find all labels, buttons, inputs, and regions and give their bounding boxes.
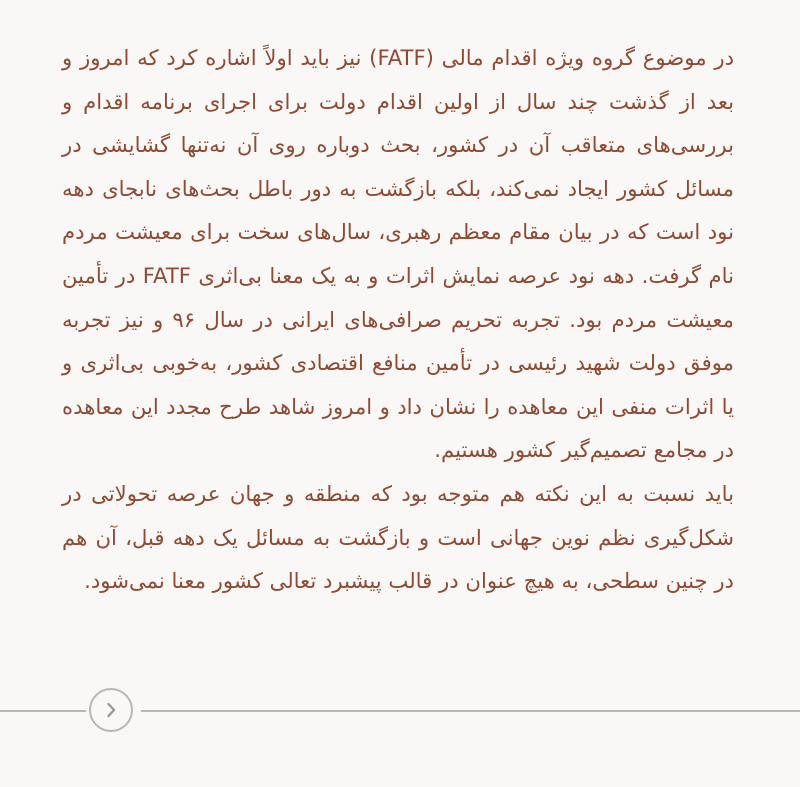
next-page-button[interactable] [89,688,133,732]
paragraph-fatf: در موضوع گروه ویژه اقدام مالی (FATF) نیز باید اولاً اشاره کرد که امروز و بعد از گذشت چند سال از اولین اقدام دولت برای اجرای برنامه اقدام و بررسی‌های متعاقب آن در کشور، بحث دوباره روی آن نه‌تنها گشایشی در مسائل کشور ایجاد نمی‌کند، بلکه بازگشت به دور باطل بحث‌های نابجای دهه نود است که در بیان مقام معظم رهبری، سال‌های سخت برای معیشت مردم نام گرفت. دهه نود عرصه نمایش اثرات و به یک معنا بی‌اثری FATF در تأمین معیشت مردم بود. تجربه تحریم صرافی‌های ایرانی در سال ۹۶ و نیز تجربه موفق دولت شهید رئیسی در تأمین منافع اقتصادی کشور، به‌خوبی بی‌اثری و یا اثرات منفی این معاهده را نشان داد و امروز شاهد طرح مجدد این معاهده در مجامع تصمیم‌گیر کشور هستیم. [62,45,735,463]
divider-line-right [141,710,800,712]
paragraph-world-order: باید نسبت به این نکته هم متوجه بود که منطقه و جهان عرصه تحولاتی در شکل‌گیری نظم نوین جهانی است و بازگشت به مسائل یک دهه قبل، آن هم در چنین سطحی، به هیچ عنوان در قالب پیشبرد تعالی کشور معنا نمی‌شود. [62,480,734,594]
article-body [62,36,734,603]
divider-line-left [0,710,86,712]
chevron-right-icon [102,701,120,719]
